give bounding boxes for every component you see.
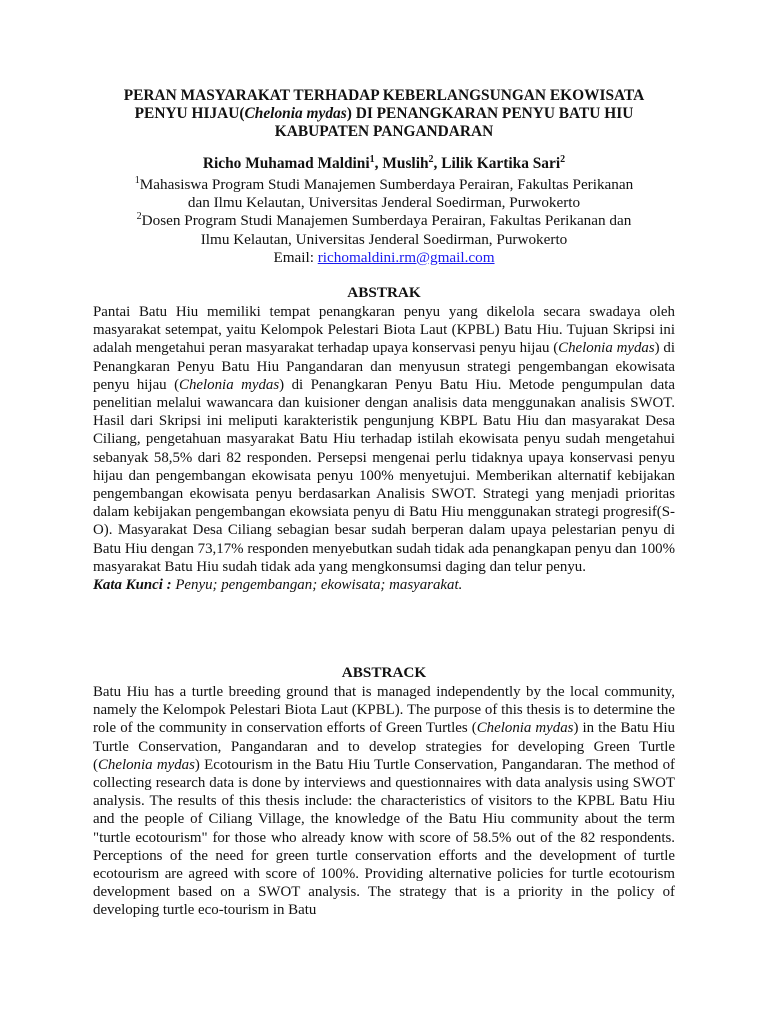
- title-line-2-post: ) DI PENANGKARAN PENYU BATU HIU: [346, 105, 634, 122]
- abstrack-text-1: Batu Hiu has a turtle breeding ground that is managed independently by the local community, namely the Kelompok Pelestari Biota Laut (KPBL). The purpose of this thesis is to determine the role of the community in conservation efforts of Green Turtles (: [93, 684, 675, 737]
- abstrack-species-2: Chelonia mydas: [97, 756, 195, 773]
- author-2: , Muslih: [374, 155, 429, 172]
- affiliation-1-line-1: [60, 176, 708, 194]
- title-line-3: KABUPATEN PANGANDARAN: [274, 123, 494, 140]
- title-line-2: [60, 105, 708, 123]
- abstrak-heading: ABSTRAK: [347, 284, 421, 301]
- abstrak-paragraph: [93, 303, 675, 576]
- abstrack-species-1: Chelonia mydas: [476, 720, 574, 737]
- abstrak-text-2: ) di Penangkaran Penyu Batu Hiu Pangandaran dan menyusun strategi pengembangan ekowisata penyu hijau (: [93, 340, 675, 393]
- email-link[interactable]: richomaldini.rm@gmail.com: [317, 248, 495, 266]
- keywords-text: Penyu; pengembangan; ekowisata; masyarakat.: [171, 577, 463, 594]
- affiliation-2-sup: 2: [136, 211, 142, 223]
- author-2-sup: 2: [428, 153, 434, 165]
- abstrak-text-1: Pantai Batu Hiu memiliki tempat penangkaran penyu yang dikelola secara swadaya oleh masyarakat setempat, yaitu Kelompok Pelestari Biota Laut (KPBL) Batu Hiu. Tujuan Skripsi ini adalah mengetahui peran masyarakat terhadap upaya konservasi penyu hijau (: [93, 304, 675, 357]
- author-1: Richo Muhamad Maldini: [202, 155, 370, 172]
- abstrak-body: [93, 303, 675, 594]
- title-species: Chelonia mydas: [244, 105, 347, 122]
- affiliation-1-sup: 1: [134, 174, 140, 186]
- abstrack-text-2: ) in the Batu Hiu Turtle Conservation, Pangandaran and to develop strategies for developing Green Turtle (: [93, 720, 675, 773]
- abstrack-paragraph: [93, 683, 675, 920]
- abstrack-text-3: ) Ecotourism in the Batu Hiu Turtle Conservation, Pangandaran. The method of collecting research data is done by interviews and questionnaires with data analysis using SWOT analysis. The results of this thesis include: the characteristics of visitors to the KPBL Batu Hiu and the people of Ciliang Village, the knowledge of the Batu Hiu community about the term "turtle ecotourism" for those who already know with score of 58.5% out of the 82 respondents. Perceptions of the need for green turtle conservation efforts and the development of turtle ecotourism are agreed with score of 100%. Providing alternative policies for turtle ecotourism development based on a SWOT analysis. The strategy that is a priority in the policy of developing turtle eco-tourism in Batu: [93, 756, 675, 919]
- email-label: Email:: [273, 248, 318, 266]
- title-line-2-pre: PENYU HIJAU(: [134, 105, 245, 122]
- abstrack-body: [93, 683, 675, 920]
- email-line: [60, 249, 708, 267]
- affiliation-2-text: Dosen Program Studi Manajemen Sumberdaya Perairan, Fakultas Perikanan dan: [141, 212, 632, 230]
- affiliation-1-line-2: dan Ilmu Kelautan, Universitas Jenderal Soedirman, Purwokerto: [187, 194, 581, 212]
- title-line-1: PERAN MASYARAKAT TERHADAP KEBERLANGSUNGAN EKOWISATA: [123, 87, 645, 104]
- affiliation-2-line-2: Ilmu Kelautan, Universitas Jenderal Soedirman, Purwokerto: [200, 230, 568, 248]
- author-3: , Lilik Kartika Sari: [433, 155, 561, 172]
- abstrak-species-1: Chelonia mydas: [558, 340, 655, 357]
- author-1-sup: 1: [369, 153, 375, 165]
- keywords-line: [93, 576, 675, 594]
- keywords-label: Kata Kunci :: [93, 577, 172, 594]
- abstrak-species-2: Chelonia mydas: [179, 376, 280, 393]
- author-list: [60, 155, 708, 173]
- paper-title: [60, 87, 708, 141]
- affiliation-1-text: Mahasiswa Program Studi Manajemen Sumberdaya Perairan, Fakultas Perikanan: [139, 176, 634, 193]
- abstrack-heading: ABSTRACK: [341, 664, 427, 681]
- author-3-sup: 2: [560, 153, 566, 165]
- affiliation-2-line-1: [60, 212, 708, 230]
- affiliations: [60, 176, 708, 267]
- abstrak-text-3: ) di Penangkaran Penyu Batu Hiu. Metode pengumpulan data penelitian melalui wawancara dan kuisioner dengan analisis data menggunakan analisis SWOT. Hasil dari Skripsi ini meliputi karakteristik pengunjung KBPL Batu Hiu dan masyarakat Desa Ciliang, pengetahuan masyarakat Batu Hiu terhadap istilah ekowisata penyu sudah mengetahui sebanyak 58,5% dari 82 responden. Persepsi mengenai perlu tidaknya upaya konservasi penyu hijau dan pengembangan ekowisata penyu 100% menyetujui. Memberikan alternatif kebijakan pengembangan ekowisata penyu berdasarkan Analisis SWOT. Strategi yang menjadi prioritas dalam kebijakan pengembangan ekowsiata penyu di Batu Hiu menggunakan strategi progresif(S-O). Masyarakat Desa Ciliang sebagian besar sudah berperan dalam upaya pelestarian penyu di Batu Hiu dengan 73,17% responden menyebutkan sudah tidak ada penangkapan penyu dan 100% masyarakat Batu Hiu sudah tidak ada yang mengkonsumsi daging dan telur penyu.: [93, 376, 675, 575]
